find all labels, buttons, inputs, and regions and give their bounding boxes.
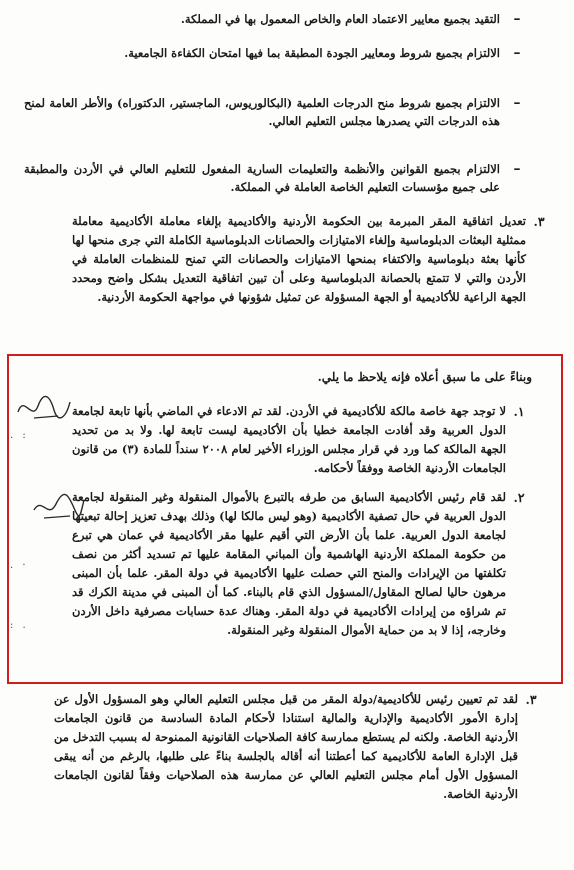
item-text: لقد قام رئيس الأكاديمية السابق من طرفه بالتبرع بالأموال المنقولة وغير المنقولة لجامعة الدول العربية في حال تصفية الأكاديمية (وهو ليس مالكا لها) وذلك بهدف تعزيز إحالة تبعيتها لجامعة الدول العربية. علما بأن الأرض التي أقيم عليها مقر الأكاديمية في عمان هي تبرع من حكومة المملكة الأردنية الهاشمية وأن المباني المقامة عليها تم تسديد أكثر من نصف تكلفتها من الإيرادات والمنح التي حصلت عليها الأكاديمية في دولة المقر. علما بأن المبنى مرهون حاليا لصالح المقاول/المسؤول الذي قام بالبناء. كما أن المبنى في مدينة الكرك قد تم شراؤه من إيرادات الأكاديمية في دولة المقر. وهناك عدة حسابات مصرفية داخل الأردن وخارجه، إذا لا بد من حماية الأموال المنقولة وغير المنقولة. (72, 490, 506, 637)
bullet-dash: – (513, 95, 521, 111)
bullet-item (24, 10, 534, 28)
bullet-text: الالتزام بجميع شروط منح الدرجات العلمية (البكالوريوس، الماجستير، الدكتوراه) والأطر العامة لمنح هذه الدرجات التي يصدرها مجلس التعليم العالي. (24, 96, 500, 128)
bullet-dash: – (513, 11, 521, 27)
bullet-dash: – (513, 45, 521, 61)
numbered-item (72, 488, 532, 640)
item-number: ٣. (533, 214, 545, 229)
item-number: ١. (513, 404, 525, 419)
bullet-item (24, 160, 534, 196)
item-text: لا توجد جهة خاصة مالكة للأكاديمية في الأردن. لقد تم الادعاء في الماضي بأنها تابعة لجامعة الدول العربية وقد أفادت الجامعة خطيا بأن الأكاديمية ليست تابعة لها. ولا بد من تحديد الجهة المالكة كما ورد في قرار مجلس الوزراء الأخير لعام ٢٠٠٨ سنداً للمادة (٣) من قانون الجامعات الأردنية الخاصة ووفقاً لأحكامه. (72, 404, 507, 475)
bullet-item (24, 94, 534, 130)
bullet-dash: – (513, 161, 521, 177)
scan-noise: . · (10, 560, 29, 571)
scan-noise: : . (10, 620, 29, 631)
handwritten-mark (14, 388, 74, 428)
bullet-text: الالتزام بجميع شروط ومعايير الجودة المطبقة بما فيها امتحان الكفاءة الجامعية. (124, 46, 500, 60)
item-text: لقد تم تعيين رئيس للأكاديمية/دولة المقر من قبل مجلس التعليم العالي وهو المسؤول الأول عن إدارة الأمور الأكاديمية والإدارية والمالية استنادا لأحكام المادة السادسة من قانون الجامعات الأردنية الخاصة. ولكنه لم يستطع ممارسة كافة الصلاحيات القانونية الممنوحة له بسبب التدخل من قبل الإدارة العامة للأكاديمية كما أعطتنا أنه أقاله بالجلسة بناءً على طلبها، بالرغم من أنه يبقى المسؤول الأول أمام مجلس التعليم العالي عن ممارسة هذه الصلاحيات وفقاً لقانون الجامعات الأردنية الخاصة. (54, 692, 518, 801)
numbered-item (72, 402, 532, 478)
item-text: تعديل اتفاقية المقر المبرمة بين الحكومة الأردنية والأكاديمية بإلغاء معاملة الأكاديمية معاملة ممثلية البعثات الدبلوماسية وإلغاء الامتيازات والحصانات الدبلوماسية الكاملة التي جرى منحها لها كأنها بعثة دبلوماسية والاكتفاء بمنحها الامتيازات والحصانات التي تمنح للمنظمات العاملة في الأردن والتي لا تتمتع بالحصانة الدبلوماسية وعلى أن تبين اتفاقية التعديل بشكل واضح ومحدد الجهة الراعية للأكاديمية أو الجهة المسؤولة عن تمثيل شؤونها في مواجهة الحكومة الأردنية. (72, 214, 526, 304)
bullet-text: التقيد بجميع معايير الاعتماد العام والخاص المعمول بها في المملكة. (180, 12, 500, 26)
handwritten-mark (30, 488, 86, 528)
bullet-text: الالتزام بجميع القوانين والأنظمة والتعليمات السارية المفعول للتعليم العالي في الأردن والمطبقة على جميع مؤسسات التعليم الخاصة العاملة في المملكة. (24, 162, 500, 194)
item-number: ٣. (525, 692, 537, 707)
bullet-item (24, 44, 534, 62)
section-intro: وبناءً على ما سبق أعلاه فإنه يلاحظ ما يلي. (317, 370, 532, 384)
numbered-item (54, 690, 544, 804)
item-number: ٢. (513, 490, 525, 505)
numbered-item (72, 212, 552, 307)
scan-noise: . : (10, 430, 29, 441)
